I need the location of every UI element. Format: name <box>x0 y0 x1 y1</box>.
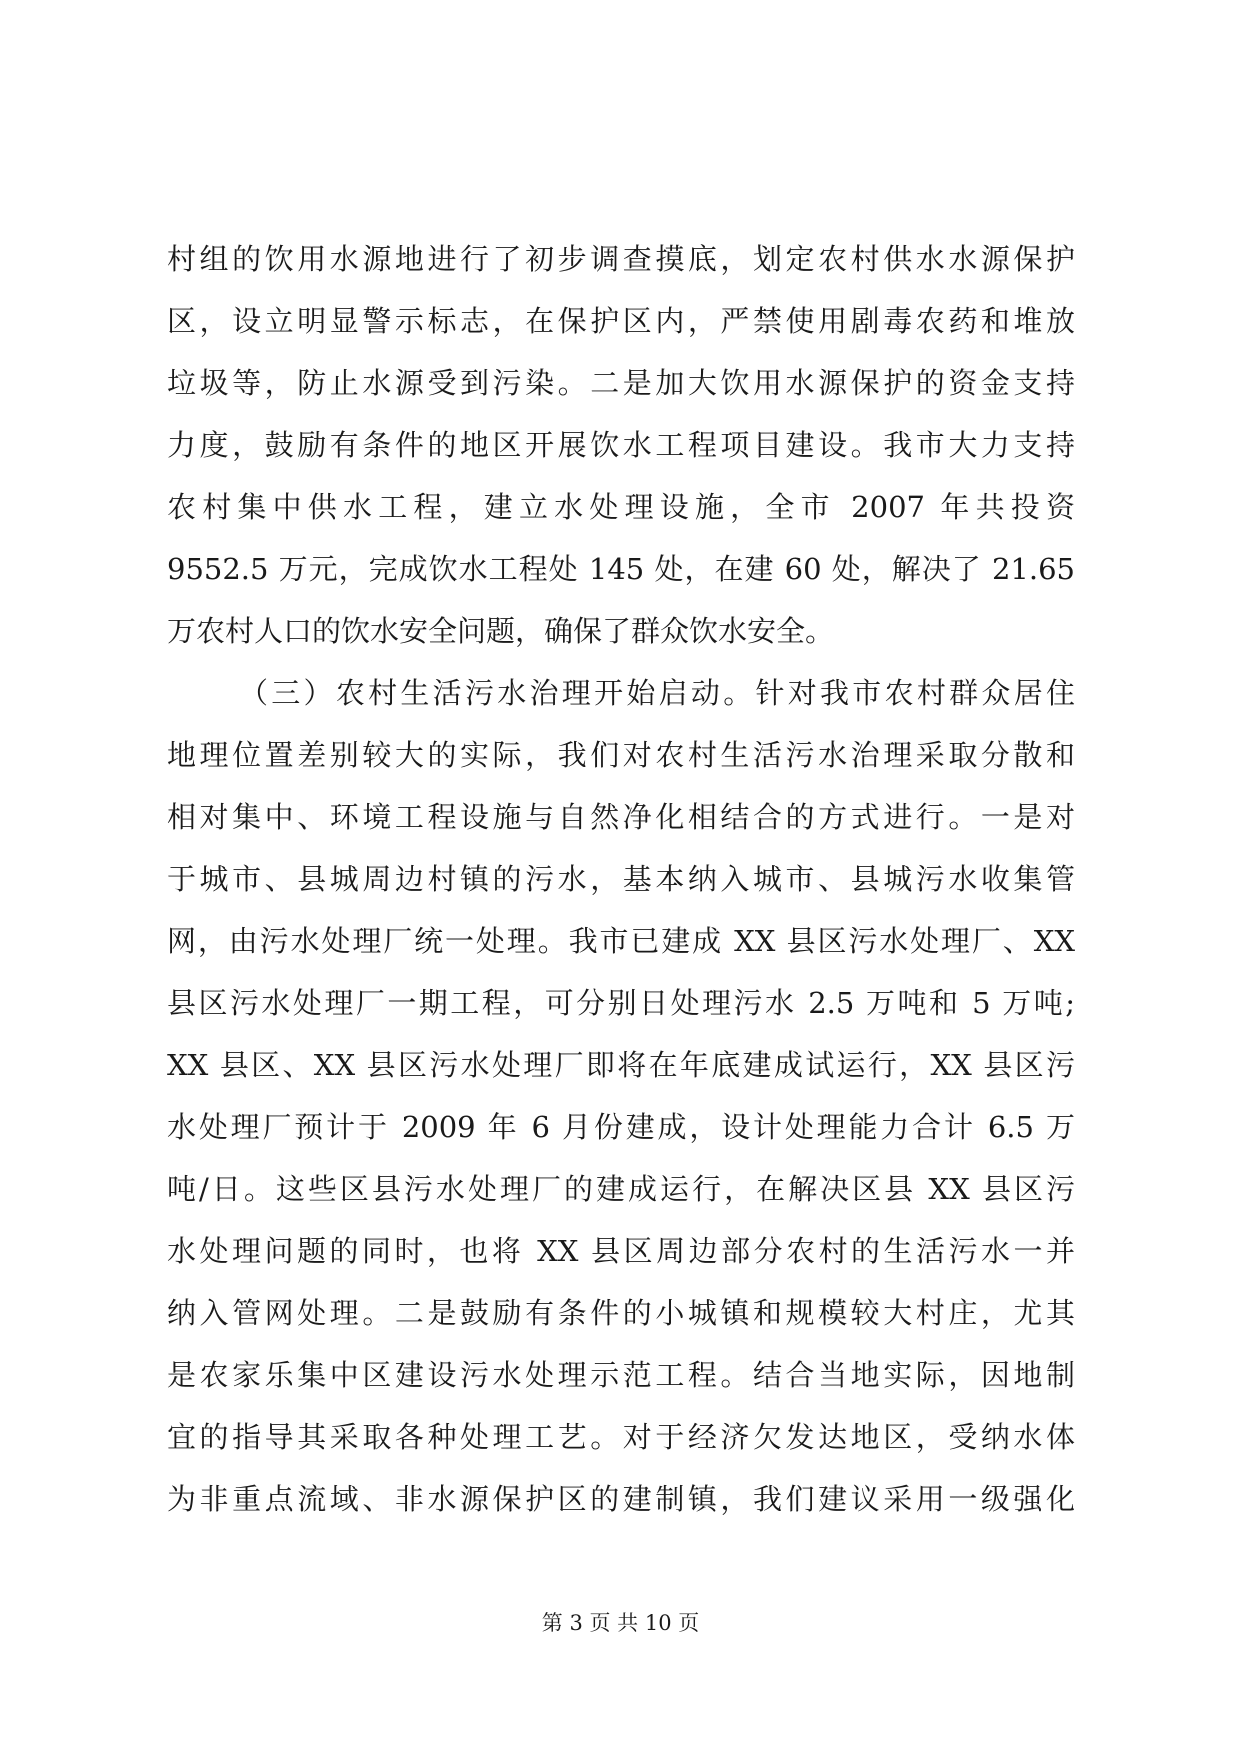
text-line: 水处理问题的同时，也将 XX 县区周边部分农村的生活污水一并 <box>167 1234 1075 1268</box>
text-line: 为非重点流域、非水源保护区的建制镇，我们建议采用一级强化 <box>167 1482 1075 1516</box>
text-line: 垃圾等，防止水源受到污染。二是加大饮用水源保护的资金支持 <box>167 366 1075 400</box>
text-line: 水处理厂预计于 2009 年 6 月份建成，设计处理能力合计 6.5 万 <box>167 1110 1075 1144</box>
text-line: 吨/日。这些区县污水处理厂的建成运行，在解决区县 XX 县区污 <box>167 1172 1075 1206</box>
page-number-footer: 第 3 页 共 10 页 <box>541 1611 700 1635</box>
text-line: 相对集中、环境工程设施与自然净化相结合的方式进行。一是对 <box>167 800 1075 834</box>
text-line: 于城市、县城周边村镇的污水，基本纳入城市、县城污水收集管 <box>167 862 1075 896</box>
text-line: 9552.5 万元，完成饮水工程处 145 处，在建 60 处，解决了 21.65 <box>167 552 1075 586</box>
text-line: 村组的饮用水源地进行了初步调查摸底，划定农村供水水源保护 <box>167 242 1075 276</box>
text-line: 网，由污水处理厂统一处理。我市已建成 XX 县区污水处理厂、XX <box>167 924 1075 958</box>
text-line: 区，设立明显警示标志，在保护区内，严禁使用剧毒农药和堆放 <box>167 304 1075 338</box>
text-line: 纳入管网处理。二是鼓励有条件的小城镇和规模较大村庄，尤其 <box>167 1296 1075 1330</box>
body-text <box>167 228 1075 1530</box>
text-line: XX 县区、XX 县区污水处理厂即将在年底建成试运行，XX 县区污 <box>167 1048 1075 1082</box>
text-line: 农村集中供水工程，建立水处理设施，全市 2007 年共投资 <box>167 490 1075 524</box>
text-line: 力度，鼓励有条件的地区开展饮水工程项目建设。我市大力支持 <box>167 428 1075 462</box>
text-line: 县区污水处理厂一期工程，可分别日处理污水 2.5 万吨和 5 万吨; <box>167 986 1075 1020</box>
text-line: 万农村人口的饮水安全问题，确保了群众饮水安全。 <box>167 614 835 648</box>
text-line: 宜的指导其采取各种处理工艺。对于经济欠发达地区，受纳水体 <box>167 1420 1075 1454</box>
text-line: 是农家乐集中区建设污水处理示范工程。结合当地实际，因地制 <box>167 1358 1075 1392</box>
paragraph-first-line: （三）农村生活污水治理开始启动。针对我市农村群众居住 <box>239 676 1075 710</box>
text-line: 地理位置差别较大的实际，我们对农村生活污水治理采取分散和 <box>167 738 1075 772</box>
